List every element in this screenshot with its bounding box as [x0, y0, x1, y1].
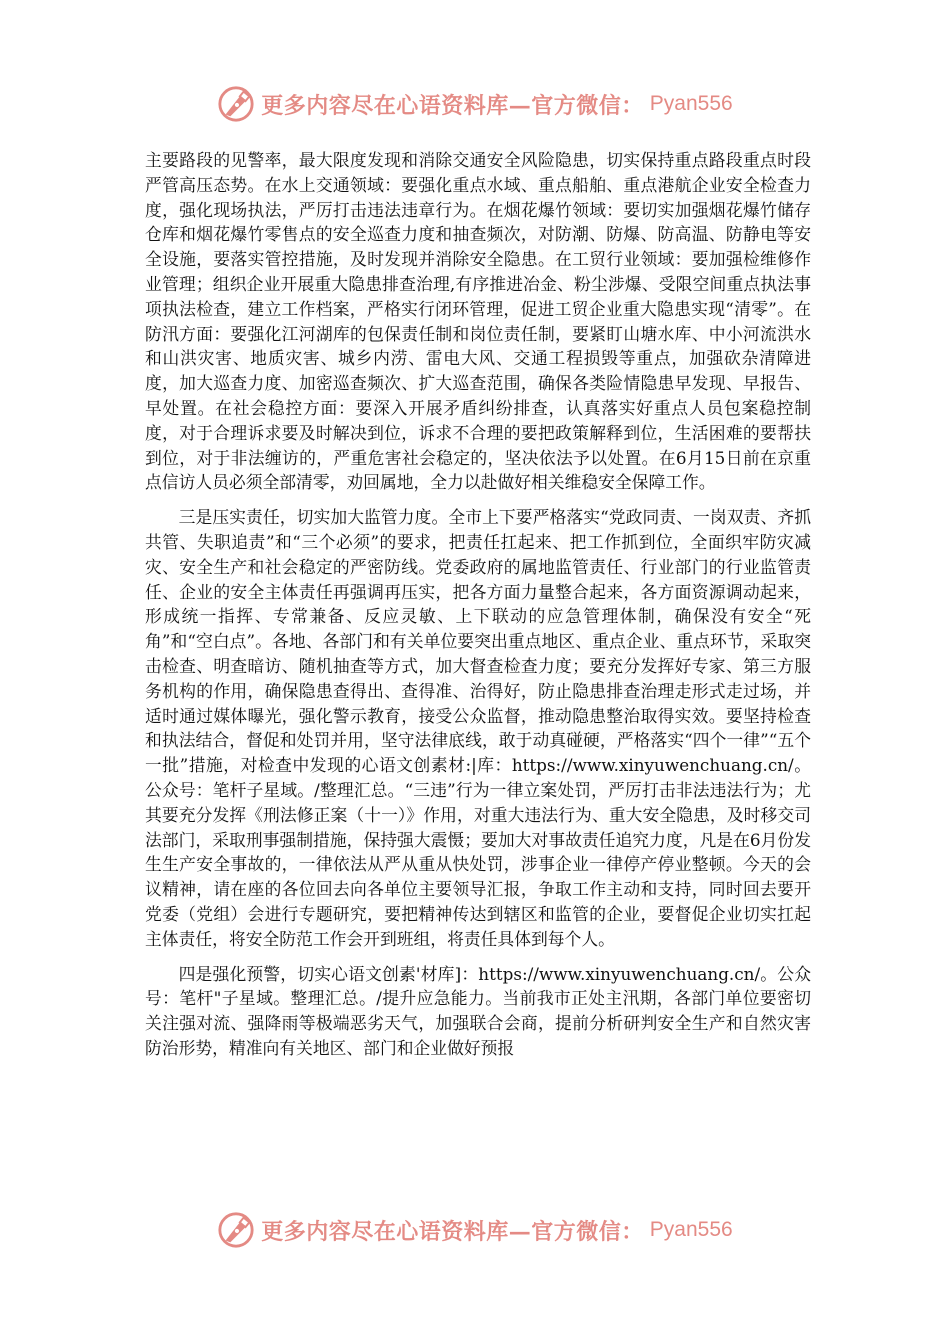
footer-banner-inner	[217, 1211, 732, 1249]
document-body	[145, 148, 811, 1061]
footer-banner-text: 更多内容尽在心语资料库—官方微信：	[261, 1218, 644, 1245]
footer-banner	[0, 1208, 950, 1252]
header-wechat-id: Pyan556	[649, 92, 733, 115]
header-banner-inner	[217, 85, 732, 123]
header-banner	[0, 82, 950, 126]
pen-nib-logo-icon	[217, 85, 255, 123]
paragraph-3: 四是强化预警，切实心语文创素'材库]：https://www.xinyuwenchuang.cn/。公众号：笔杆"子星域。整理汇总。/提升应急能力。当前我市正处主汛期，各部门单位要密切关注强对流、强降雨等极端恶劣天气，加强联合会商，提前分析研判安全生产和自然灾害防治形势，精准向有关地区、部门和企业做好预报	[145, 963, 811, 1058]
paragraph-1: 主要路段的见警率，最大限度发现和消除交通安全风险隐患，切实保持重点路段重点时段严管高压态势。在水上交通领域：要强化重点水域、重点船舶、重点港航企业安全检查力度，强化现场执法，严厉打击违法违章行为。在烟花爆竹领域：要切实加强烟花爆竹储存仓库和烟花爆竹零售点的安全巡查力度和抽查频次，对防潮、防爆、防高温、防静电等安全设施，要落实管控措施，及时发现并消除安全隐患。在工贸行业领域：要加强检维修作业管理；组织企业开展重大隐患排查治理,有序推进冶金、粉尘涉爆、受限空间重点执法事项执法检查，建立工作档案，严格实行闭环管理，促进工贸企业重大隐患实现“清零”。在防汛方面：要强化江河湖库的包保责任制和岗位责任制，要紧盯山塘水库、中小河流洪水和山洪灾害、地质灾害、城乡内涝、雷电大风、交通工程损毁等重点，加强砍杂清障进度，加大巡查力度、加密巡查频次、扩大巡查范围，确保各类险情隐患早发现、早报告、早处置。在社会稳控方面：要深入开展矛盾纠纷排查，认真落实好重点人员包案稳控制度，对于合理诉求要及时解决到位，诉求不合理的要把政策解释到位，生活困难的要帮扶到位，对于非法缠访的，严重危害社会稳定的，坚决依法予以处置。在6月15日前在京重点信访人员必须全部清零，劝回属地，全力以赴做好相关维稳安全保障工作。	[145, 150, 811, 493]
header-banner-text: 更多内容尽在心语资料库—官方微信：	[261, 92, 644, 119]
footer-wechat-id: Pyan556	[649, 1218, 733, 1241]
pen-nib-logo-icon	[217, 1211, 255, 1249]
paragraph-2: 三是压实责任，切实加大监管力度。全市上下要严格落实“党政同责、一岗双责、齐抓共管、失职追责”和“三个必须”的要求，把责任扛起来、把工作抓到位，全面织牢防灾减灾、安全生产和社会稳定的严密防线。党委政府的属地监管责任、行业部门的行业监管责任、企业的安全主体责任再强调再压实，把各方面力量整合起来，各方面资源调动起来，形成统一指挥、专常兼备、反应灵敏、上下联动的应急管理体制，确保没有安全“死角”和“空白点”。各地、各部门和有关单位要突出重点地区、重点企业、重点环节，采取突击检查、明查暗访、随机抽查等方式，加大督查检查力度；要充分发挥好专家、第三方服务机构的作用，确保隐患查得出、查得准、治得好，防止隐患排查治理走形式走过场，并适时通过媒体曝光，强化警示教育，接受公众监督，推动隐患整治取得实效。要坚持检查和执法结合，督促和处罚并用，坚守法律底线，敢于动真碰硬，严格落实“四个一律”“五个一批”措施，对检查中发现的心语文创素材:|库：https://www.xinyuwenchuang.cn/。公众号：笔杆子星域。/整理汇总。“三违”行为一律立案处罚，严厉打击非法违法行为；尤其要充分发挥《刑法修正案（十一）》作用，对重大违法行为、重大安全隐患，及时移交司法部门，采取刑事强制措施，保持强大震慑；要加大对事故责任追究力度，凡是在6月份发生生产安全事故的，一律依法从严从重从快处罚，涉事企业一律停产停业整顿。今天的会议精神，请在座的各位回去向各单位主要领导汇报，争取工作主动和支持，同时回去要开党委（党组）会进行专题研究，要把精神传达到辖区和监管的企业，要督促企业切实扛起主体责任，将安全防范工作会开到班组，将责任具体到每个人。	[145, 507, 811, 949]
